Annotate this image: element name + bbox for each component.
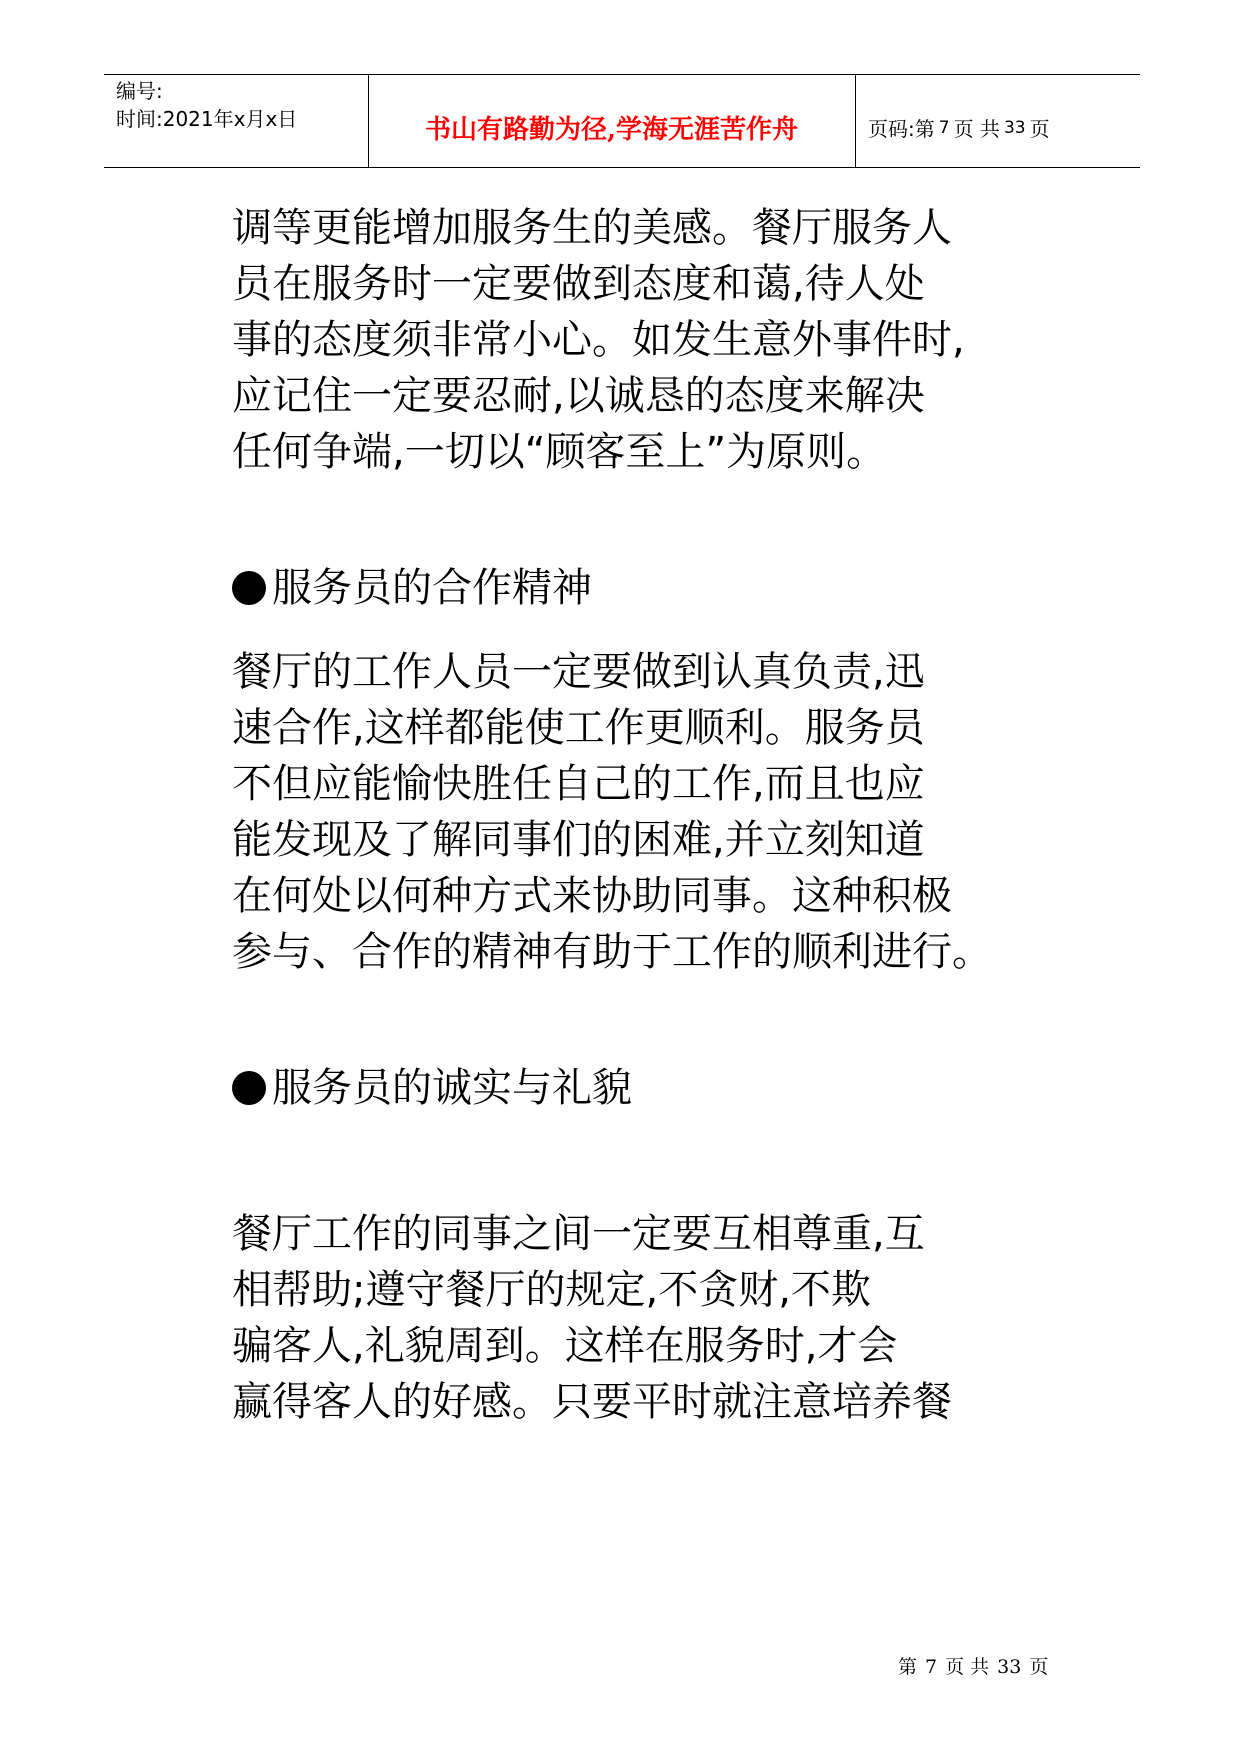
footer-total: 33 (997, 1656, 1022, 1678)
section-heading-cooperation (232, 560, 1132, 616)
header-motto: 书山有路勤为径,学海无涯苦作舟 (424, 115, 799, 145)
page-header (104, 74, 1140, 168)
paragraph-cooperation: 餐厅的工作人员一定要做到认真负责,迅 速合作,这样都能使工作更顺利。服务员 不但应能愉快胜任自己的工作,而且也应 能发现及了解同事们的困难,并立刻知道 在何处以何种方式来协助同事。这种积极 参与、合作的精神有助于工作的顺利进行。 (232, 649, 992, 975)
paragraph-honesty: 餐厅工作的同事之间一定要互相尊重,互 相帮助;遵守餐厅的规定,不贪财,不欺 骗客人,礼貌周到。这样在服务时,才会 赢得客人的好感。只要平时就注意培养餐 (232, 1211, 952, 1425)
document-number-label: 编号: (116, 79, 163, 103)
document-time-label: 时间:2021年x月x日 (116, 107, 298, 131)
footer-mid: 页 共 (945, 1656, 990, 1678)
document-body (232, 200, 1132, 1430)
page-footer (898, 1652, 1056, 1679)
footer-prefix: 第 (898, 1656, 918, 1678)
page-suffix: 页 (1029, 117, 1050, 141)
page-current: 7 (938, 117, 950, 138)
header-page-number (868, 75, 1050, 166)
footer-suffix: 页 (1029, 1656, 1049, 1678)
page-total: 33 (1003, 117, 1026, 138)
paragraph-appearance: 调等更能增加服务生的美感。餐厅服务人 员在服务时一定要做到态度和蔼,待人处 事的态度须非常小心。如发生意外事件时, 应记住一定要忍耐,以诚恳的态度来解决 任何争端,一切以“顾客至上”为原则。 (232, 205, 965, 475)
page-mid: 页 共 (953, 117, 1000, 141)
header-divider (855, 75, 856, 167)
section-heading-text: 服务员的诚实与礼貌 (272, 1065, 632, 1111)
page-prefix: 页码:第 (868, 117, 935, 141)
bullet-icon (232, 1071, 266, 1105)
bullet-icon (232, 571, 266, 605)
section-heading-honesty (232, 1060, 1132, 1116)
section-heading-text: 服务员的合作精神 (272, 565, 592, 611)
footer-current: 7 (925, 1656, 938, 1678)
